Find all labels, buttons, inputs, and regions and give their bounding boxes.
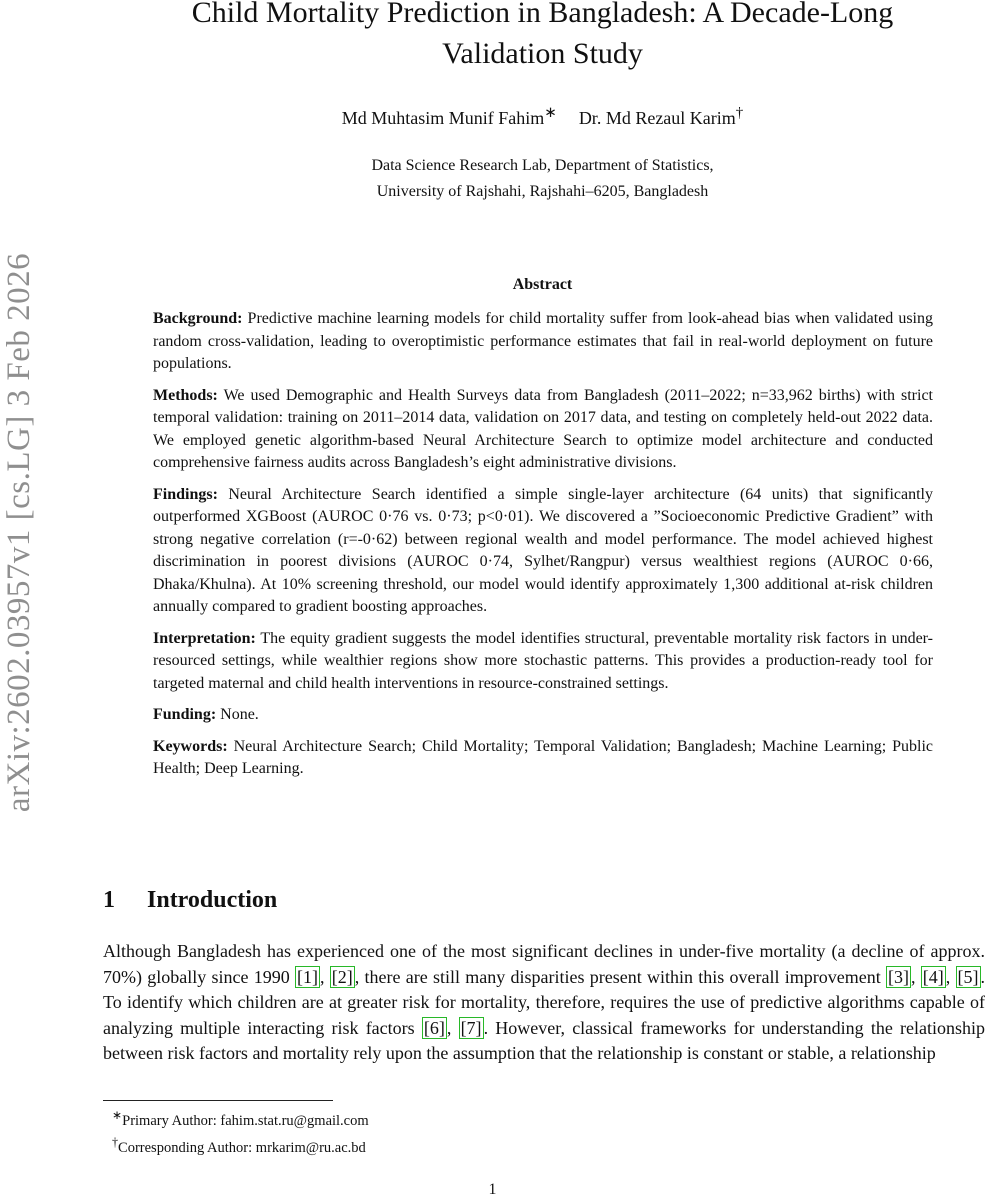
author-2-mark: † [735, 105, 744, 121]
abstract-methods [153, 385, 933, 475]
author-1-mark: ∗ [544, 105, 557, 121]
intro-text: . However, classical frameworks for understanding the relationship between risk factors and mortality rely upon the assumption that the relationship is constant or stable, a relationship [103, 1017, 985, 1063]
intro-text: , there are still many disparities present within this overall improvement [354, 966, 886, 987]
citation-link[interactable]: [7] [460, 1017, 482, 1038]
title-line-2: Validation Study [442, 37, 643, 70]
abstract-keywords [153, 736, 933, 781]
methods-text: We used Demographic and Health Surveys data from Bangladesh (2011–2022; n=33,962 births) with strict temporal validation: training on 2011–2014 data, validation on 2017 data, and testing on completely held-out 2022 data. We employed genetic algorithm-based Neural Architecture Search to optimize model architecture and conducted comprehensive fairness audits across Bangladesh’s eight administrative divisions. [153, 386, 933, 471]
affiliation-line-1: Data Science Research Lab, Department of Statistics, [371, 157, 714, 174]
citation-link[interactable]: [3] [887, 966, 909, 987]
intro-text: , [320, 966, 330, 987]
abstract-findings [153, 484, 933, 619]
affiliation-line-2: University of Rajshahi, Rajshahi–6205, Bangladesh [376, 183, 709, 200]
footnote-text: Primary Author: fahim.stat.ru@gmail.com [122, 1112, 369, 1129]
abstract-body [153, 308, 933, 790]
footnote-mark: † [112, 1134, 119, 1149]
intro-text: , [945, 966, 956, 987]
introduction-paragraph [103, 939, 985, 1067]
section-title: Introduction [147, 887, 278, 913]
footnote-corresponding-author [112, 1132, 369, 1159]
citation-link[interactable]: [6] [423, 1017, 445, 1038]
findings-text: Neural Architecture Search identified a simple single-layer architecture (64 units) that significantly outperformed XGBoost (AUROC 0·76 vs. 0·73; p<0·01). We discovered a ”Socioeconomic Predictive Gradient” with strong negative correlation (r=-0·62) between regional wealth and model performance. The model achieved highest discrimination in poorest divisions (AUROC 0·74, Sylhet/Rangpur) versus wealthiest regions (AUROC 0·66, Dhaka/Khulna). At 10% screening threshold, our model would identify approximately 1,300 additional at-risk children annually compared to gradient boosting approaches. [153, 485, 933, 615]
author-1: Md Muhtasim Munif Fahim [341, 108, 545, 128]
abstract-heading: Abstract [512, 276, 573, 293]
keywords-label: Keywords: [153, 737, 228, 755]
background-label: Background: [153, 310, 243, 327]
intro-text: , [446, 1017, 459, 1038]
footnote-divider [103, 1100, 333, 1101]
intro-text: , [910, 966, 921, 987]
author-list [120, 103, 965, 129]
abstract-funding [153, 704, 933, 727]
citation-link[interactable]: [4] [922, 966, 944, 987]
funding-label: Funding: [153, 706, 217, 723]
page-number: 1 [488, 1181, 497, 1198]
section-number: 1 [103, 887, 115, 913]
section-heading-introduction [103, 887, 277, 914]
interpretation-text: The equity gradient suggests the model identifies structural, preventable mortality risk factors in under-resourced settings, while wealthier regions show more stochastic patterns. This provides a production-ready tool for targeted maternal and child health interventions in resource-constrained settings. [153, 629, 933, 692]
intro-text: . To identify which children are at greater risk for mortality, therefore, requires the use of predictive algorithms capable of analyzing multiple interacting risk factors [103, 966, 985, 1038]
methods-label: Methods: [153, 386, 218, 404]
citation-link[interactable]: [1] [297, 966, 318, 987]
affiliation [120, 153, 965, 205]
intro-text: Although Bangladesh has experienced one of the most significant declines in under-five mortality (a decline of approx. 70%) globally since 1990 [103, 941, 985, 987]
background-text: Predictive machine learning models for child mortality suffer from look-ahead bias when validated using random cross-validation, leading to overoptimistic performance estimates that fail in real-world deployment on future populations. [153, 310, 933, 372]
arxiv-id: arXiv:2602.03957v1 [cs.LG] 3 Feb 2026 [1, 252, 38, 812]
footnote-text: Corresponding Author: mrkarim@ru.ac.bd [118, 1139, 366, 1156]
abstract-background [153, 308, 933, 376]
keywords-text: Neural Architecture Search; Child Mortality; Temporal Validation; Bangladesh; Machine Learning; Public Health; Deep Learning. [153, 737, 933, 777]
citation-link[interactable]: [2] [331, 966, 353, 987]
paper-title [120, 0, 965, 74]
interpretation-label: Interpretation: [153, 629, 256, 647]
findings-label: Findings: [153, 485, 218, 503]
footnote-mark: ∗ [112, 1108, 123, 1122]
arxiv-stamp [0, 212, 40, 852]
funding-text: None. [216, 706, 259, 723]
citation-link[interactable]: [5] [957, 966, 979, 987]
title-line-1: Child Mortality Prediction in Bangladesh: A Decade-Long [191, 0, 894, 29]
author-2: Dr. Md Rezaul Karim [578, 108, 736, 128]
abstract-interpretation [153, 628, 933, 696]
footnote-primary-author [112, 1105, 369, 1132]
footnotes [112, 1105, 369, 1159]
